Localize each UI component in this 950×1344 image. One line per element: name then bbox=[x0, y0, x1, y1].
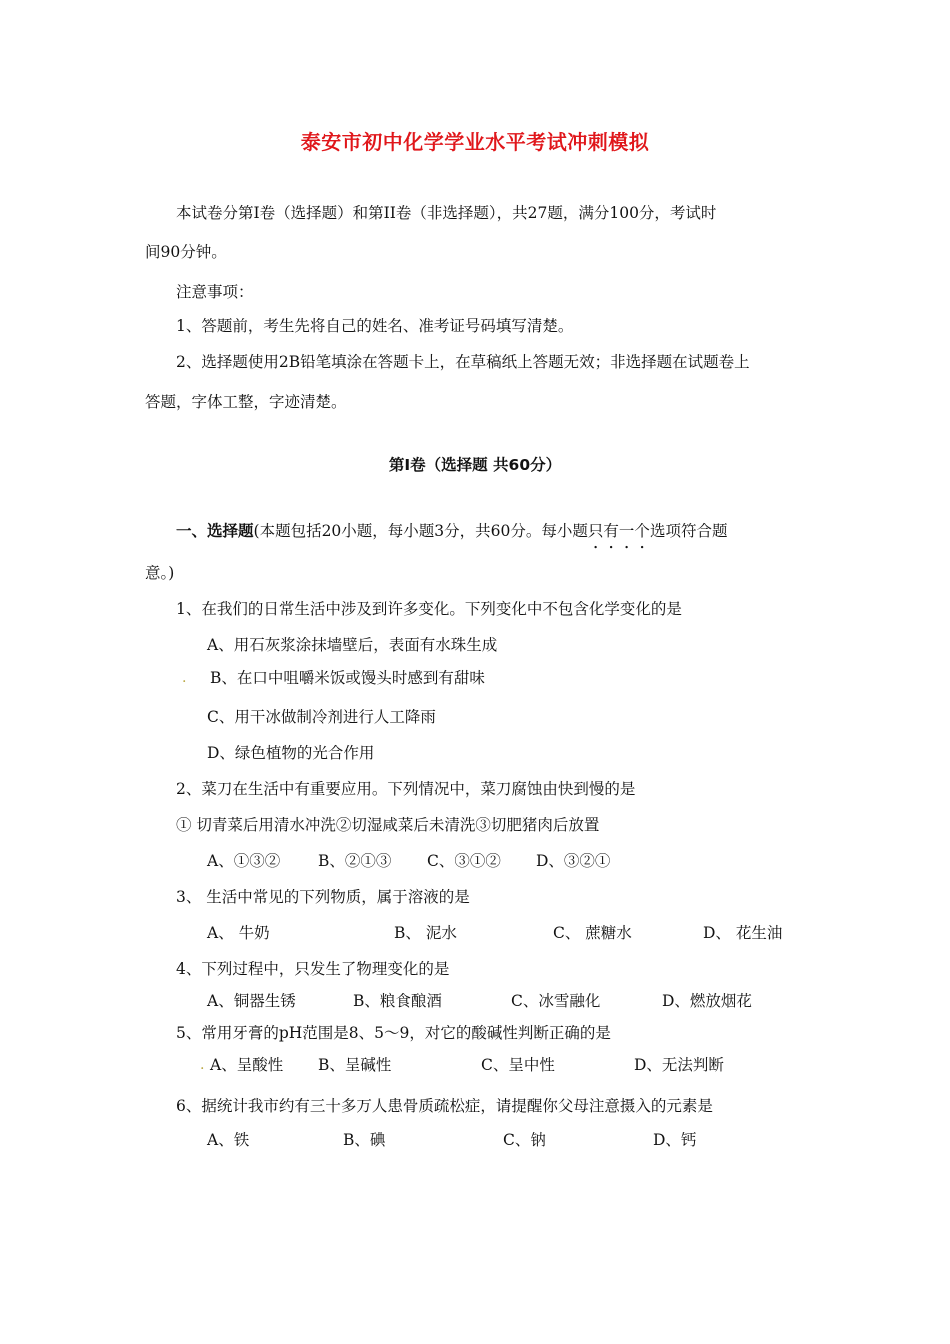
question-1-stem: 1、在我们的日常生活中涉及到许多变化。下列变化中不包含化学变化的是 bbox=[176, 600, 682, 618]
notice-item-2-line-1: 2、选择题使用2B铅笔填涂在答题卡上，在草稿纸上答题无效；非选择题在试题卷上 bbox=[176, 353, 750, 371]
question-4-option-c: C、冰雪融化 bbox=[511, 992, 601, 1010]
question-2-context: ① 切青菜后用清水冲洗②切湿咸菜后未清洗③切肥猪肉后放置 bbox=[176, 816, 600, 834]
question-5-option-b: B、呈碱性 bbox=[318, 1056, 392, 1074]
question-3-stem: 3、 生活中常见的下列物质，属于溶液的是 bbox=[176, 888, 470, 906]
notice-item-2-line-2: 答题，字体工整，字迹清楚。 bbox=[145, 393, 347, 411]
question-3-option-b: B、 泥水 bbox=[394, 924, 457, 942]
section-title: 第Ⅰ卷（选择题 共60分） bbox=[388, 456, 562, 474]
question-6-stem: 6、据统计我市约有三十多万人患骨质疏松症，请提醒你父母注意摄入的元素是 bbox=[176, 1097, 713, 1115]
question-4-stem: 4、下列过程中，只发生了物理变化的是 bbox=[176, 960, 450, 978]
question-4-option-d: D、燃放烟花 bbox=[662, 992, 752, 1010]
emphasis-char: 一 bbox=[618, 522, 635, 540]
question-2-option-a: A、①③② bbox=[207, 852, 281, 870]
question-1-option-d: D、绿色植物的光合作用 bbox=[207, 744, 375, 762]
question-6-option-c: C、钠 bbox=[503, 1131, 546, 1149]
part1-heading: 一、选择题 bbox=[176, 522, 254, 540]
question-1-option-b: B、在口中咀嚼米饭或馒头时感到有甜味 bbox=[210, 669, 485, 687]
question-5-option-a: A、呈酸性 bbox=[210, 1056, 284, 1074]
question-6-option-d: D、钙 bbox=[653, 1131, 697, 1149]
intro-line-1: 本试卷分第Ⅰ卷（选择题）和第II卷（非选择题），共27题，满分100分，考试时 bbox=[176, 204, 717, 222]
question-2-option-c: C、③①② bbox=[427, 852, 501, 870]
question-4-option-a: A、铜器生锈 bbox=[207, 992, 296, 1010]
part1-desc-end: 选项符合题 bbox=[649, 522, 728, 540]
emphasis-char: 只 bbox=[587, 522, 604, 540]
emphasis-char: 个 bbox=[634, 522, 650, 540]
question-5-option-c: C、呈中性 bbox=[481, 1056, 555, 1074]
question-1-option-c: C、用干冰做制冷剂进行人工降雨 bbox=[207, 708, 436, 726]
scan-dot-mark: . bbox=[200, 1057, 205, 1073]
notice-item-1: 1、答题前，考生先将自己的姓名、准考证号码填写清楚。 bbox=[176, 317, 574, 335]
emphasis-char: 有 bbox=[603, 522, 619, 540]
question-2-option-b: B、②①③ bbox=[318, 852, 392, 870]
question-6-option-a: A、铁 bbox=[207, 1131, 250, 1149]
question-2-stem: 2、菜刀在生活中有重要应用。下列情况中，菜刀腐蚀由快到慢的是 bbox=[176, 780, 636, 798]
part1-desc-wrap: 意。) bbox=[145, 564, 175, 582]
question-4-option-b: B、粮食酿酒 bbox=[353, 992, 442, 1010]
notice-heading: 注意事项： bbox=[176, 283, 254, 301]
part1-instructions bbox=[176, 521, 727, 541]
question-5-stem: 5、常用牙膏的pH范围是8、5～9，对它的酸碱性判断正确的是 bbox=[176, 1024, 611, 1042]
scan-dot-mark: . bbox=[182, 670, 187, 686]
question-3-option-c: C、 蔗糖水 bbox=[553, 924, 632, 942]
question-3-option-d: D、 花生油 bbox=[703, 924, 783, 942]
exam-title: 泰安市初中化学学业水平考试冲刺模拟 bbox=[300, 130, 650, 154]
question-1-option-a: A、用石灰浆涂抹墙壁后，表面有水珠生成 bbox=[207, 636, 498, 654]
intro-line-2: 间90分钟。 bbox=[145, 243, 227, 261]
question-3-option-a: A、 牛奶 bbox=[207, 924, 270, 942]
question-6-option-b: B、碘 bbox=[343, 1131, 386, 1149]
part1-desc: (本题包括20小题，每小题3分，共60分。每小题 bbox=[253, 522, 588, 540]
question-5-option-d: D、无法判断 bbox=[634, 1056, 724, 1074]
question-2-option-d: D、③②① bbox=[536, 852, 611, 870]
